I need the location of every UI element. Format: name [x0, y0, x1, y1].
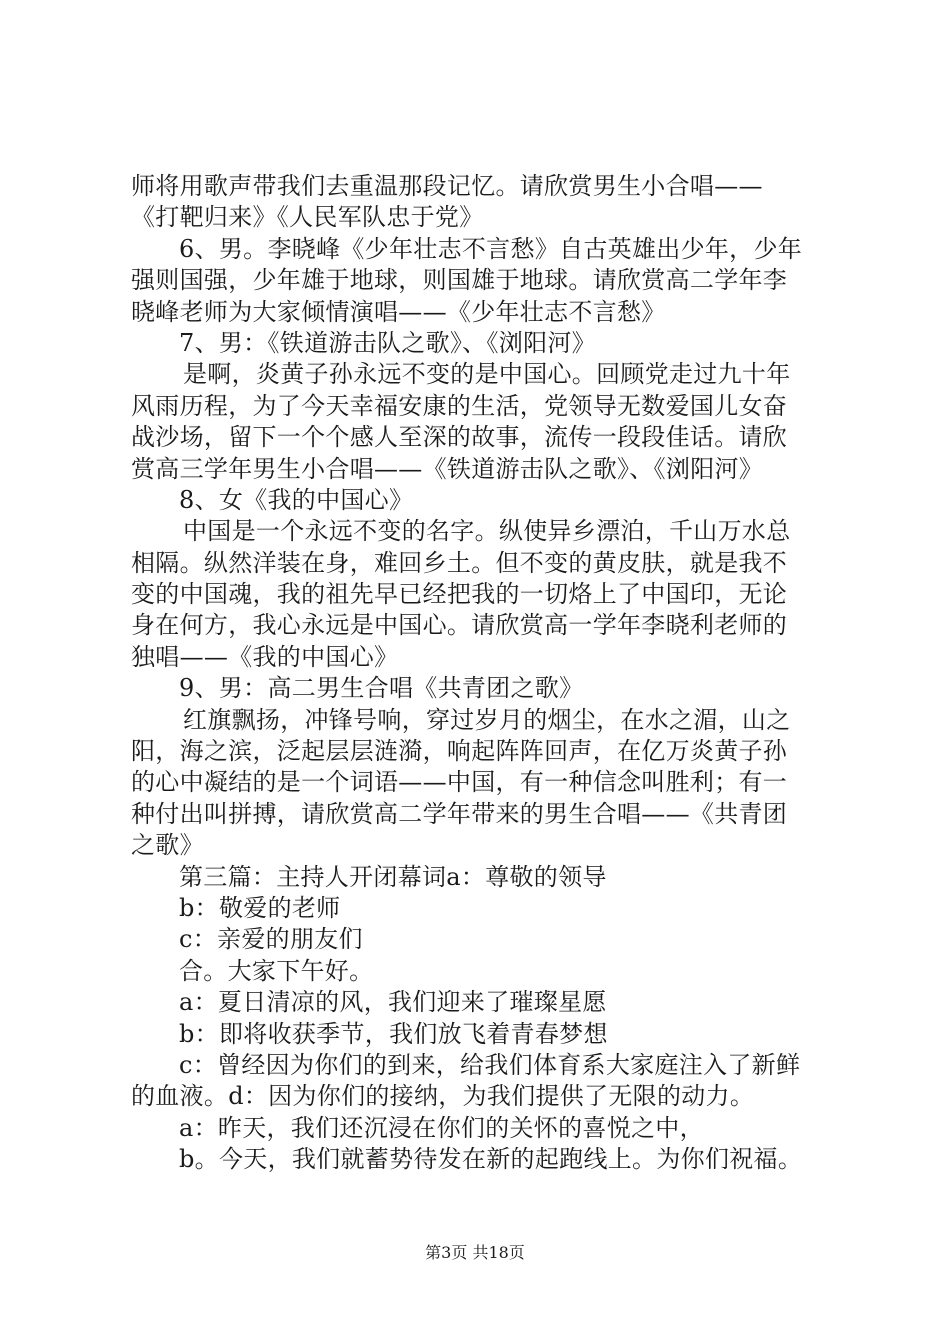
- text-line: 相隔。纵然洋装在身，难回乡土。但不变的黄皮肤，就是我不: [131, 548, 788, 577]
- text-line: 中国是一个永远不变的名字。纵使异乡漂泊，千山万水总: [183, 517, 791, 546]
- text-line: 7、男：《铁道游击队之歌》、《浏阳河》: [179, 328, 596, 357]
- page-number-footer: 第3页 共18页: [425, 1243, 525, 1262]
- text-line: 的血液。d：因为你们的接纳，为我们提供了无限的动力。: [131, 1082, 755, 1111]
- text-line: a：昨天，我们还沉浸在你们的关怀的喜悦之中，: [179, 1113, 704, 1142]
- text-line: 红旗飘扬，冲锋号响，穿过岁月的烟尘，在水之湄，山之: [183, 705, 791, 734]
- text-line: 《打靶归来》《人民军队忠于党》: [131, 203, 484, 232]
- text-line: 身在何方，我心永远是中国心。请欣赏高一学年李晓利老师的: [131, 611, 788, 640]
- text-line: 8、女《我的中国心》: [179, 485, 414, 514]
- text-line: 变的中国魂，我的祖先早已经把我的一切烙上了中国印，无论: [131, 580, 788, 609]
- text-line: 第三篇：主持人开闭幕词a：尊敬的领导: [179, 862, 607, 891]
- text-line: 独唱——《我的中国心》: [131, 642, 399, 671]
- text-line: 赏高三学年男生小合唱——《铁道游击队之歌》、《浏阳河》: [131, 454, 764, 483]
- text-line: 9、男：高二男生合唱《共青团之歌》: [179, 674, 584, 703]
- text-line: a：夏日清凉的风，我们迎来了璀璨星愿: [179, 988, 607, 1017]
- text-line: b：敬爱的老师: [179, 893, 341, 922]
- text-line: b。今天，我们就蓄势待发在新的起跑线上。为你们祝福。: [179, 1145, 803, 1174]
- text-line: c：曾经因为你们的到来，给我们体育系大家庭注入了新鲜: [179, 1050, 801, 1079]
- text-line: 阳，海之滨，泛起层层涟漪，响起阵阵回声，在亿万炎黄子孙: [131, 737, 788, 766]
- text-line: 晓峰老师为大家倾情演唱——《少年壮志不言愁》: [131, 297, 666, 326]
- text-line: 之歌》: [131, 831, 204, 860]
- text-line: 强则国强，少年雄于地球，则国雄于地球。请欣赏高二学年李: [131, 266, 788, 295]
- text-line: b：即将收获季节，我们放飞着青春梦想: [179, 1019, 608, 1048]
- text-line: 是啊，炎黄子孙永远不变的是中国心。回顾党走过九十年: [183, 360, 791, 389]
- text-line: c：亲爱的朋友们: [179, 925, 363, 954]
- text-line: 种付出叫拼搏，请欣赏高二学年带来的男生合唱——《共青团: [131, 799, 788, 828]
- document-body: [131, 171, 831, 1176]
- text-line: 6、男。李晓峰《少年壮志不言愁》自古英雄出少年，少年: [179, 234, 803, 263]
- text-line: 合。大家下午好。: [179, 956, 374, 985]
- text-line: 风雨历程，为了今天幸福安康的生活，党领导无数爱国儿女奋: [131, 391, 788, 420]
- text-line: 的心中凝结的是一个词语——中国，有一种信念叫胜利；有一: [131, 768, 788, 797]
- text-line: 师将用歌声带我们去重温那段记忆。请欣赏男生小合唱——: [131, 172, 763, 200]
- text-line: 战沙场，留下一个个感人至深的故事，流传一段段佳话。请欣: [131, 423, 788, 452]
